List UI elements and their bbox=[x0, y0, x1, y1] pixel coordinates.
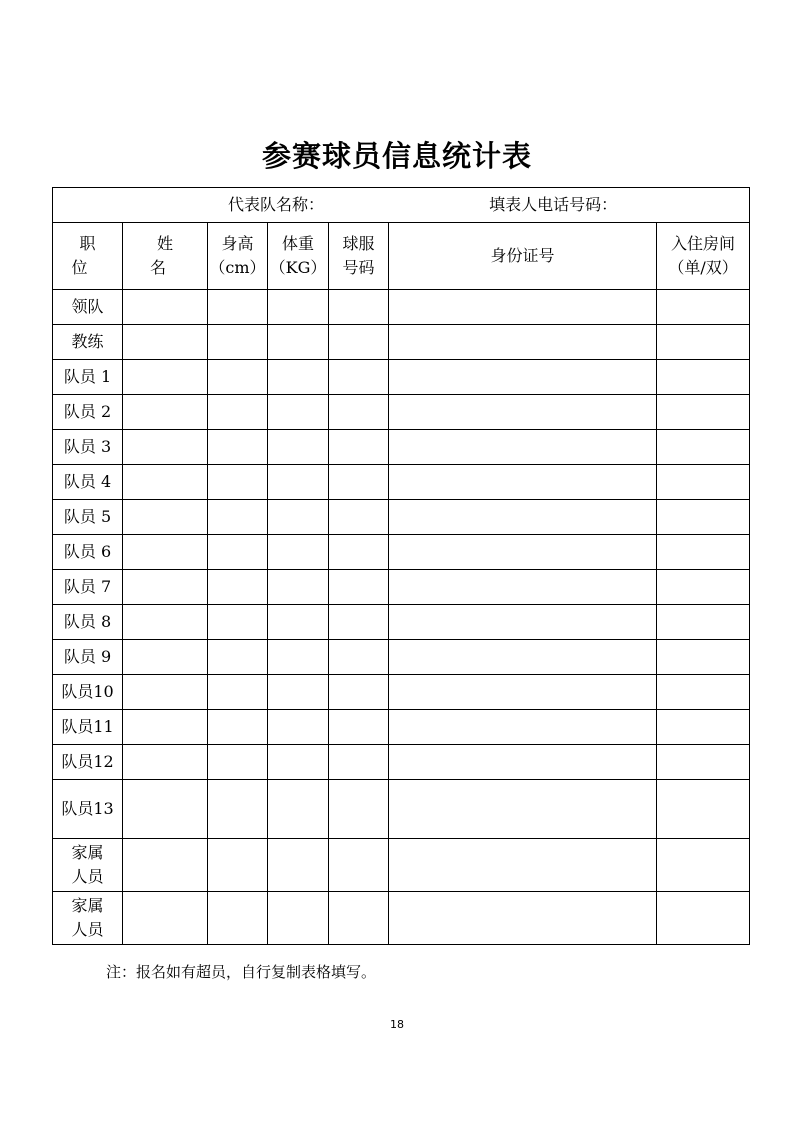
row-position: 队员 6 bbox=[53, 535, 123, 570]
name-cell[interactable] bbox=[123, 892, 208, 945]
table-row bbox=[53, 605, 750, 640]
name-cell[interactable] bbox=[123, 500, 208, 535]
weight-cell[interactable] bbox=[268, 465, 329, 500]
id-cell[interactable] bbox=[389, 745, 657, 780]
jersey-cell[interactable] bbox=[329, 710, 389, 745]
id-cell[interactable] bbox=[389, 430, 657, 465]
jersey-cell[interactable] bbox=[329, 745, 389, 780]
height-cell[interactable] bbox=[208, 745, 268, 780]
name-cell[interactable] bbox=[123, 605, 208, 640]
id-cell[interactable] bbox=[389, 839, 657, 892]
weight-cell[interactable] bbox=[268, 290, 329, 325]
weight-cell[interactable] bbox=[268, 675, 329, 710]
player-info-table bbox=[52, 187, 750, 945]
jersey-cell[interactable] bbox=[329, 780, 389, 839]
id-cell[interactable] bbox=[389, 500, 657, 535]
table-row bbox=[53, 395, 750, 430]
weight-cell[interactable] bbox=[268, 605, 329, 640]
room-cell[interactable] bbox=[657, 430, 750, 465]
row-position: 领队 bbox=[53, 290, 123, 325]
id-cell[interactable] bbox=[389, 360, 657, 395]
header-id-number: 身份证号 bbox=[389, 223, 657, 290]
weight-cell[interactable] bbox=[268, 710, 329, 745]
weight-cell[interactable] bbox=[268, 325, 329, 360]
room-cell[interactable] bbox=[657, 395, 750, 430]
row-position: 队员10 bbox=[53, 675, 123, 710]
jersey-cell[interactable] bbox=[329, 430, 389, 465]
name-cell[interactable] bbox=[123, 839, 208, 892]
weight-cell[interactable] bbox=[268, 839, 329, 892]
name-cell[interactable] bbox=[123, 395, 208, 430]
header-height: 身高 （cm） bbox=[208, 223, 268, 290]
room-cell[interactable] bbox=[657, 290, 750, 325]
name-cell[interactable] bbox=[123, 430, 208, 465]
room-cell[interactable] bbox=[657, 570, 750, 605]
footnote: 注：报名如有超员，自行复制表格填写。 bbox=[106, 963, 377, 981]
jersey-cell[interactable] bbox=[329, 570, 389, 605]
table-row bbox=[53, 430, 750, 465]
jersey-cell[interactable] bbox=[329, 605, 389, 640]
team-info-row bbox=[53, 188, 750, 223]
row-position: 家属 人员 bbox=[53, 892, 123, 945]
row-position: 队员12 bbox=[53, 745, 123, 780]
header-room: 入住房间 （单/双） bbox=[657, 223, 750, 290]
table-row bbox=[53, 325, 750, 360]
height-cell[interactable] bbox=[208, 535, 268, 570]
row-position: 队员 9 bbox=[53, 640, 123, 675]
id-cell[interactable] bbox=[389, 325, 657, 360]
jersey-cell[interactable] bbox=[329, 892, 389, 945]
weight-cell[interactable] bbox=[268, 780, 329, 839]
height-cell[interactable] bbox=[208, 290, 268, 325]
jersey-cell[interactable] bbox=[329, 465, 389, 500]
height-cell[interactable] bbox=[208, 570, 268, 605]
weight-cell[interactable] bbox=[268, 745, 329, 780]
room-cell[interactable] bbox=[657, 892, 750, 945]
id-cell[interactable] bbox=[389, 395, 657, 430]
row-position: 队员 5 bbox=[53, 500, 123, 535]
weight-cell[interactable] bbox=[268, 395, 329, 430]
table-row bbox=[53, 745, 750, 780]
height-cell[interactable] bbox=[208, 640, 268, 675]
jersey-cell[interactable] bbox=[329, 360, 389, 395]
height-cell[interactable] bbox=[208, 360, 268, 395]
form-title: 参赛球员信息统计表 bbox=[261, 139, 532, 173]
jersey-cell[interactable] bbox=[329, 640, 389, 675]
height-cell[interactable] bbox=[208, 839, 268, 892]
row-position: 队员 8 bbox=[53, 605, 123, 640]
id-cell[interactable] bbox=[389, 780, 657, 839]
name-cell[interactable] bbox=[123, 675, 208, 710]
room-cell[interactable] bbox=[657, 745, 750, 780]
table-row bbox=[53, 675, 750, 710]
height-cell[interactable] bbox=[208, 780, 268, 839]
table-row bbox=[53, 500, 750, 535]
id-cell[interactable] bbox=[389, 605, 657, 640]
jersey-cell[interactable] bbox=[329, 500, 389, 535]
row-position: 队员 3 bbox=[53, 430, 123, 465]
id-cell[interactable] bbox=[389, 675, 657, 710]
room-cell[interactable] bbox=[657, 535, 750, 570]
filler-phone-label: 填表人电话号码： bbox=[489, 195, 618, 214]
id-cell[interactable] bbox=[389, 290, 657, 325]
team-name-label: 代表队名称： bbox=[228, 195, 325, 214]
header-jersey: 球服 号码 bbox=[329, 223, 389, 290]
name-cell[interactable] bbox=[123, 640, 208, 675]
id-cell[interactable] bbox=[389, 570, 657, 605]
row-position: 队员13 bbox=[53, 780, 123, 839]
row-position: 队员11 bbox=[53, 710, 123, 745]
room-cell[interactable] bbox=[657, 465, 750, 500]
height-cell[interactable] bbox=[208, 710, 268, 745]
room-cell[interactable] bbox=[657, 675, 750, 710]
room-cell[interactable] bbox=[657, 325, 750, 360]
row-position: 家属 人员 bbox=[53, 839, 123, 892]
id-cell[interactable] bbox=[389, 640, 657, 675]
id-cell[interactable] bbox=[389, 465, 657, 500]
row-position: 队员 1 bbox=[53, 360, 123, 395]
name-cell[interactable] bbox=[123, 290, 208, 325]
row-position: 教练 bbox=[53, 325, 123, 360]
header-name: 姓 名 bbox=[123, 223, 208, 290]
table-row bbox=[53, 290, 750, 325]
family-row bbox=[53, 892, 750, 945]
row-position: 队员 4 bbox=[53, 465, 123, 500]
jersey-cell[interactable] bbox=[329, 839, 389, 892]
jersey-cell[interactable] bbox=[329, 290, 389, 325]
row-position: 队员 7 bbox=[53, 570, 123, 605]
header-position: 职 位 bbox=[53, 223, 123, 290]
jersey-cell[interactable] bbox=[329, 325, 389, 360]
row-position: 队员 2 bbox=[53, 395, 123, 430]
height-cell[interactable] bbox=[208, 500, 268, 535]
table-row bbox=[53, 570, 750, 605]
height-cell[interactable] bbox=[208, 465, 268, 500]
name-cell[interactable] bbox=[123, 745, 208, 780]
page-number: 18 bbox=[390, 1018, 404, 1031]
header-weight: 体重 （KG） bbox=[268, 223, 329, 290]
height-cell[interactable] bbox=[208, 325, 268, 360]
name-cell[interactable] bbox=[123, 570, 208, 605]
weight-cell[interactable] bbox=[268, 535, 329, 570]
table-row bbox=[53, 465, 750, 500]
jersey-cell[interactable] bbox=[329, 675, 389, 710]
height-cell[interactable] bbox=[208, 605, 268, 640]
id-cell[interactable] bbox=[389, 535, 657, 570]
height-cell[interactable] bbox=[208, 395, 268, 430]
name-cell[interactable] bbox=[123, 360, 208, 395]
name-cell[interactable] bbox=[123, 710, 208, 745]
weight-cell[interactable] bbox=[268, 892, 329, 945]
name-cell[interactable] bbox=[123, 465, 208, 500]
room-cell[interactable] bbox=[657, 360, 750, 395]
table-row bbox=[53, 780, 750, 839]
height-cell[interactable] bbox=[208, 675, 268, 710]
jersey-cell[interactable] bbox=[329, 395, 389, 430]
family-row bbox=[53, 839, 750, 892]
room-cell[interactable] bbox=[657, 780, 750, 839]
height-cell[interactable] bbox=[208, 892, 268, 945]
room-cell[interactable] bbox=[657, 710, 750, 745]
jersey-cell[interactable] bbox=[329, 535, 389, 570]
room-cell[interactable] bbox=[657, 500, 750, 535]
name-cell[interactable] bbox=[123, 535, 208, 570]
table-row bbox=[53, 535, 750, 570]
room-cell[interactable] bbox=[657, 640, 750, 675]
room-cell[interactable] bbox=[657, 839, 750, 892]
weight-cell[interactable] bbox=[268, 640, 329, 675]
weight-cell[interactable] bbox=[268, 500, 329, 535]
id-cell[interactable] bbox=[389, 892, 657, 945]
id-cell[interactable] bbox=[389, 710, 657, 745]
name-cell[interactable] bbox=[123, 325, 208, 360]
weight-cell[interactable] bbox=[268, 430, 329, 465]
name-cell[interactable] bbox=[123, 780, 208, 839]
height-cell[interactable] bbox=[208, 430, 268, 465]
table-row bbox=[53, 710, 750, 745]
table-row bbox=[53, 640, 750, 675]
room-cell[interactable] bbox=[657, 605, 750, 640]
weight-cell[interactable] bbox=[268, 570, 329, 605]
weight-cell[interactable] bbox=[268, 360, 329, 395]
header-row bbox=[53, 223, 750, 290]
table-row bbox=[53, 360, 750, 395]
